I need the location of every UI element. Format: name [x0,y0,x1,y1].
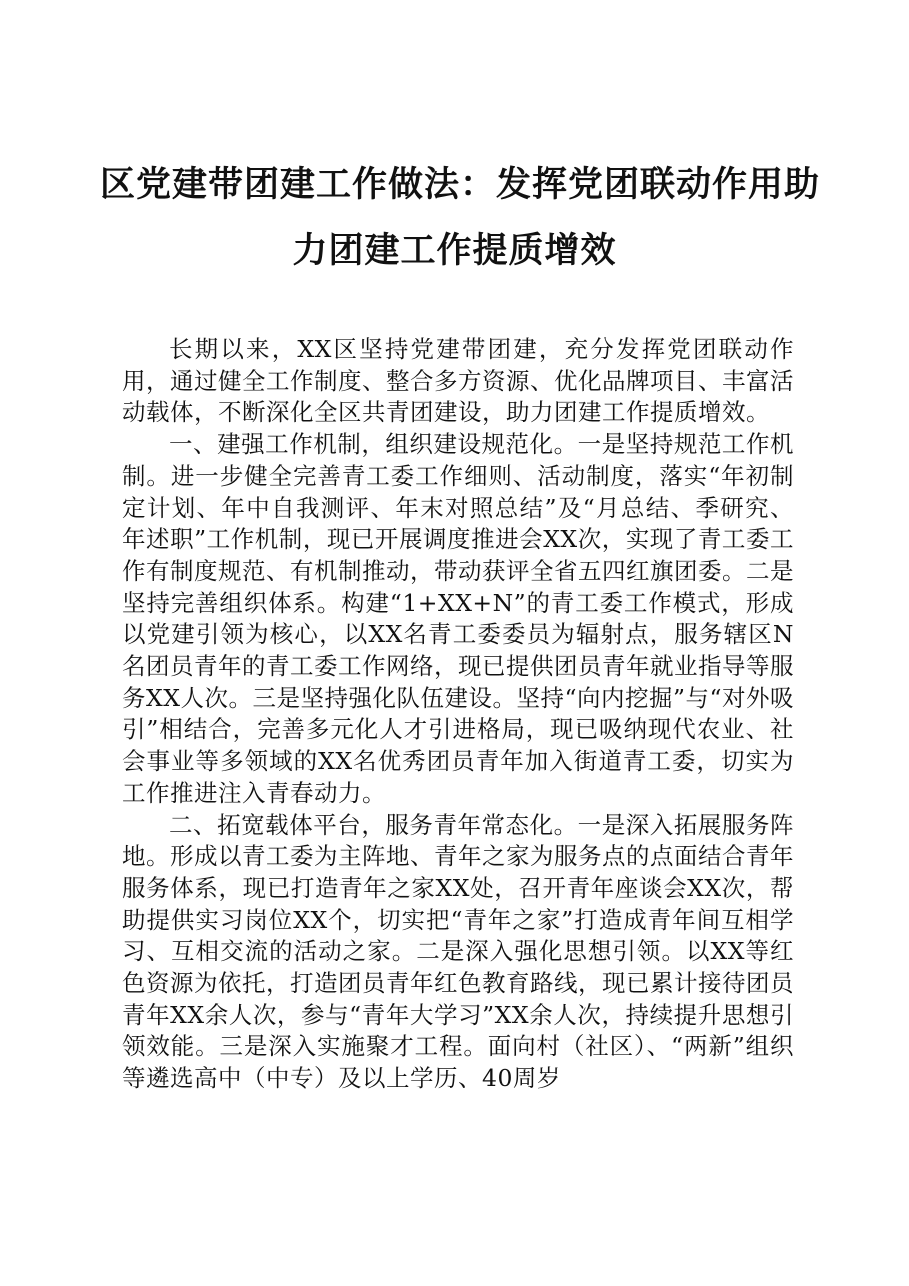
document-body [122,334,794,1095]
title-line-2: 力团建工作提质增效 [292,231,617,271]
document-title [100,152,821,284]
title-line-1: 区党建带团建工作做法：发挥党团联动作用助 [100,165,821,205]
paragraph-section-2: 二、拓宽载体平台，服务青年常态化。一是深入拓展服务阵地。形成以青工委为主阵地、青年之家为服务点的点面结合青年服务体系，现已打造青年之家XX处，召开青年座谈会XX次，帮助提供实习岗位XX个，切实把“青年之家”打造成青年间互相学习、互相交流的活动之家。二是深入强化思想引领。以XX等红色资源为依托，打造团员青年红色教育路线，现已累计接待团员青年XX余人次，参与“青年大学习”XX余人次，持续提升思想引领效能。三是深入实施聚才工程。面向村（社区）、“两新”组织等遴选高中（中专）及以上学历、40周岁 [122,810,794,1093]
paragraph-intro: 长期以来，XX区坚持党建带团建，充分发挥党团联动作用，通过健全工作制度、整合多方资源、优化品牌项目、丰富活动载体，不断深化全区共青团建设，助力团建工作提质增效。 [122,335,794,427]
paragraph-section-1: 一、建强工作机制，组织建设规范化。一是坚持规范工作机制。进一步健全完善青工委工作细则、活动制度，落实“年初制定计划、年中自我测评、年末对照总结”及“月总结、季研究、年述职”工作机制，现已开展调度推进会XX次，实现了青工委工作有制度规范、有机制推动，带动获评全省五四红旗团委。二是坚持完善组织体系。构建“1+XX+N”的青工委工作模式，形成以党建引领为核心，以XX名青工委委员为辐射点，服务辖区N名团员青年的青工委工作网络，现已提供团员青年就业指导等服务XX人次。三是坚持强化队伍建设。坚持“向内挖掘”与“对外吸引”相结合，完善多元化人才引进格局，现已吸纳现代农业、社会事业等多领域的XX名优秀团员青年加入街道青工委，切实为工作推进注入青春动力。 [122,430,795,807]
